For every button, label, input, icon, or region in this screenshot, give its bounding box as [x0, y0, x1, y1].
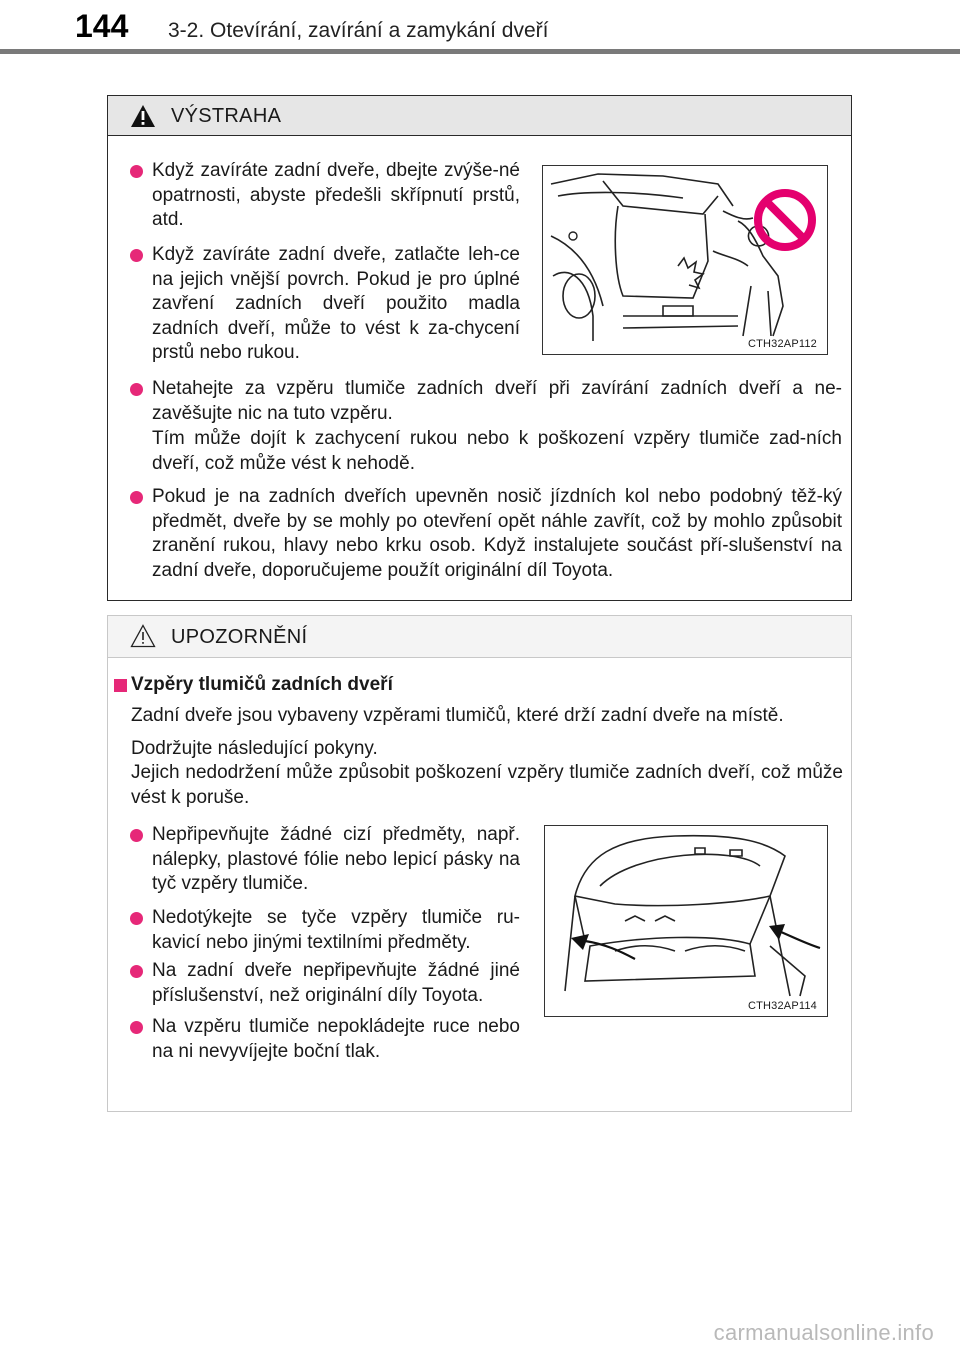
warning-figure	[542, 165, 828, 355]
bullet-dot-icon	[130, 1021, 143, 1034]
square-bullet-icon	[114, 679, 127, 692]
caution-intro: Zadní dveře jsou vybaveny vzpěrami tlumičů, které drží zadní dveře na místě.	[131, 705, 784, 726]
warning-item-1: Když zavíráte zadní dveře, dbejte zvýše-né opatrnosti, abyste předešli skřípnutí prstů, atd.	[152, 160, 520, 230]
caution-label: UPOZORNĚNÍ	[171, 626, 308, 648]
bullet-dot-icon	[130, 491, 143, 504]
caution-triangle-icon	[130, 624, 156, 648]
caution-item-4: Na vzpěru tlumiče nepokládejte ruce nebo na ni nevyvíjejte boční tlak.	[152, 1016, 520, 1062]
warning-item-3: Netahejte za vzpěru tlumiče zadních dveří při zavírání zadních dveří a ne-zavěšujte nic na tuto vzpěru.	[152, 378, 842, 424]
page-number: 144	[75, 8, 129, 44]
caution-item-1: Nepřipevňujte žádné cizí předměty, např. nálepky, plastové fólie nebo lepicí pásky na tyč vzpěry tlumiče.	[152, 824, 520, 894]
bullet-dot-icon	[130, 383, 143, 396]
open-tailgate-struts-illustration	[545, 826, 826, 1015]
caution-item-2: Nedotýkejte se tyče vzpěry tlumiče ru-kavicí nebo jinými textilními předměty.	[152, 907, 520, 953]
header-rule	[0, 49, 960, 54]
caution-subheading: Vzpěry tlumičů zadních dveří	[131, 674, 393, 695]
warning-label: VÝSTRAHA	[171, 105, 282, 127]
caution-instruction: Dodržujte následující pokyny.	[131, 738, 378, 759]
warning-item-4: Pokud je na zadních dveřích upevněn nosič jízdních kol nebo podobný těž-ký předmět, dveře by se mohly po otevření opět náhle zavřít, což by mohlo způsobit zranění rukou, hlavy nebo krku osob. Když instalujete součást pří-slušenství na zadní dveře, doporučujeme použít originální díl Toyota.	[152, 486, 842, 581]
bullet-dot-icon	[130, 165, 143, 178]
bullet-dot-icon	[130, 965, 143, 978]
bullet-dot-icon	[130, 829, 143, 842]
caution-figure	[544, 825, 828, 1017]
warning-item-2: Když zavíráte zadní dveře, zatlačte leh-ce na jejich vnější povrch. Pokud je pro úplné zavření zadních dveří použito madla zadních dveří, může to vést k za-chycení prstů nebo rukou.	[152, 244, 520, 363]
warning-header	[108, 96, 851, 136]
prohibition-icon	[543, 166, 826, 353]
caution-header	[108, 616, 851, 658]
caution-consequence: Jejich nedodržení může způsobit poškození vzpěry tlumiče zadních dveří, což může vést k poruše.	[131, 762, 843, 808]
footer-watermark: carmanualsonline.info	[713, 1320, 934, 1345]
caution-item-3: Na zadní dveře nepřipevňujte žádné jiné příslušenství, než originální díly Toyota.	[152, 960, 520, 1006]
bullet-dot-icon	[130, 912, 143, 925]
chapter-title: 3-2. Otevírání, zavírání a zamykání dveří	[168, 19, 549, 42]
warning-triangle-icon	[130, 104, 156, 128]
bullet-dot-icon	[130, 249, 143, 262]
figure-code: CTH32AP112	[747, 338, 817, 350]
warning-item-3-note: Tím může dojít k zachycení rukou nebo k poškození vzpěry tlumiče zad-ních dveří, což může vést k nehodě.	[152, 428, 842, 474]
figure-code: CTH32AP114	[747, 1000, 817, 1012]
